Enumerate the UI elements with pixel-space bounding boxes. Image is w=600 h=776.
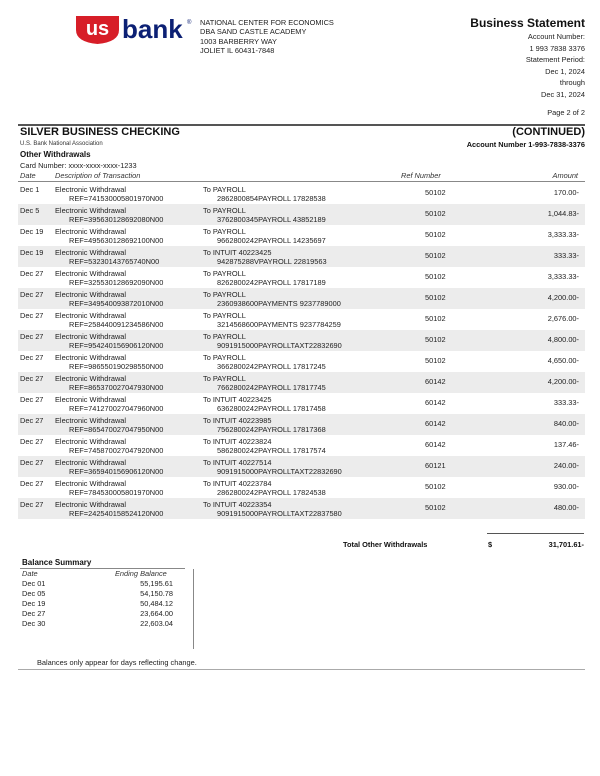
row-date: Dec 27 <box>20 416 44 425</box>
row-date: Dec 27 <box>20 374 44 383</box>
row-ref-number: 50102 <box>425 314 446 323</box>
row-payee: To PAYROLL <box>203 206 246 215</box>
row-date: Dec 1 <box>20 185 40 194</box>
row-date: Dec 19 <box>20 248 44 257</box>
row-amount: 3,333.33- <box>547 230 579 239</box>
table-row <box>18 393 585 414</box>
row-payee: To PAYROLL <box>203 332 246 341</box>
table-row <box>18 183 585 204</box>
row-ref-code: REF=784530005801970N00 <box>69 488 164 497</box>
row-amount: 3,333.33- <box>547 272 579 281</box>
account-number-line: Account Number 1-993-7838-3376 <box>466 140 585 149</box>
row-description: Electronic Withdrawal <box>55 374 127 383</box>
row-ref-number: 60142 <box>425 398 446 407</box>
row-date: Dec 19 <box>20 227 44 236</box>
logo-bank-text: bank <box>122 14 183 44</box>
customer-dba: DBA SAND CASTLE ACADEMY <box>200 27 307 37</box>
row-ref-number: 50102 <box>425 272 446 281</box>
balance-header-date: Date <box>22 569 38 578</box>
row-payee-detail: 7562800242PAYROLL 17817368 <box>217 425 326 434</box>
balance-date: Dec 30 <box>22 619 46 628</box>
row-payee: To PAYROLL <box>203 290 246 299</box>
row-payee: To INTUIT 40223425 <box>203 248 272 257</box>
account-number-value: 1 993 7838 3376 <box>529 43 585 53</box>
col-header-amount: Amount <box>552 171 578 180</box>
row-description: Electronic Withdrawal <box>55 269 127 278</box>
balance-row <box>22 619 177 629</box>
header-divider <box>18 181 585 182</box>
row-date: Dec 27 <box>20 395 44 404</box>
row-payee: To INTUIT 40223354 <box>203 500 272 509</box>
balance-row <box>22 589 177 599</box>
row-ref-code: REF=741270027047960N00 <box>69 404 164 413</box>
us-bank-logo-mark <box>75 14 195 44</box>
row-payee-detail: 3762800345PAYROLL 43852189 <box>217 215 326 224</box>
customer-name: NATIONAL CENTER FOR ECONOMICS <box>200 18 334 27</box>
bank-legal-name: U.S. Bank National Association <box>20 141 103 147</box>
balance-row <box>22 599 177 609</box>
customer-street: 1003 BARBERRY WAY <box>200 36 277 46</box>
row-payee-detail: 9662800242PAYROLL 14235697 <box>217 236 326 245</box>
balance-note: Balances only appear for days reflecting change. <box>37 658 197 667</box>
row-payee-detail: 9091915000PAYROLLTAXT22832690 <box>217 341 342 350</box>
table-row <box>18 267 585 288</box>
row-payee-detail: 8262800242PAYROLL 17817189 <box>217 278 326 287</box>
row-amount: 137.46- <box>553 440 579 449</box>
balance-summary-title: Balance Summary <box>22 558 92 567</box>
row-ref-number: 50102 <box>425 293 446 302</box>
row-payee: To INTUIT 40223425 <box>203 395 272 404</box>
balance-row <box>22 609 177 619</box>
statement-period-start: Dec 1, 2024 <box>545 66 585 76</box>
row-amount: 840.00- <box>553 419 579 428</box>
row-ref-number: 60121 <box>425 461 446 470</box>
row-amount: 480.00- <box>553 503 579 512</box>
col-header-ref: Ref Number <box>401 171 441 180</box>
balance-amount: 22,603.04 <box>140 619 173 628</box>
row-ref-number: 50102 <box>425 482 446 491</box>
row-payee: To INTUIT 40223985 <box>203 416 272 425</box>
row-description: Electronic Withdrawal <box>55 290 127 299</box>
balance-date: Dec 19 <box>22 599 46 608</box>
row-date: Dec 27 <box>20 269 44 278</box>
row-ref-code: REF=741530005801970N00 <box>69 194 164 203</box>
row-description: Electronic Withdrawal <box>55 479 127 488</box>
row-description: Electronic Withdrawal <box>55 332 127 341</box>
row-payee: To INTUIT 40223784 <box>203 479 272 488</box>
logo-us-text: us <box>85 18 110 40</box>
row-ref-number: 50102 <box>425 188 446 197</box>
row-date: Dec 27 <box>20 479 44 488</box>
row-amount: 1,044.83- <box>547 209 579 218</box>
continued-label: (CONTINUED) <box>512 126 585 138</box>
logo-registered-mark: ® <box>187 20 192 26</box>
total-label: Total Other Withdrawals <box>343 540 428 549</box>
row-date: Dec 27 <box>20 500 44 509</box>
row-payee: To PAYROLL <box>203 227 246 236</box>
table-row <box>18 372 585 393</box>
row-ref-code: REF=954240156906120N00 <box>69 341 164 350</box>
row-ref-code: REF=258440091234586N00 <box>69 320 164 329</box>
row-description: Electronic Withdrawal <box>55 500 127 509</box>
row-date: Dec 27 <box>20 353 44 362</box>
row-ref-code: REF=365940156906120N00 <box>69 467 164 476</box>
row-payee-detail: 6362800242PAYROLL 17817458 <box>217 404 326 413</box>
account-title: SILVER BUSINESS CHECKING <box>20 126 180 138</box>
balance-amount: 54,150.78 <box>140 589 173 598</box>
table-row <box>18 477 585 498</box>
row-amount: 2,676.00- <box>547 314 579 323</box>
row-ref-number: 50102 <box>425 230 446 239</box>
table-row <box>18 351 585 372</box>
row-ref-code: REF=325530128692090N00 <box>69 278 164 287</box>
row-amount: 333.33- <box>553 251 579 260</box>
statement-period-through: through <box>559 78 585 88</box>
row-date: Dec 27 <box>20 458 44 467</box>
row-ref-code: REF=865370027047930N00 <box>69 383 164 392</box>
row-date: Dec 27 <box>20 311 44 320</box>
row-payee: To INTUIT 40223824 <box>203 437 272 446</box>
row-payee-detail: 5862800242PAYROLL 17817574 <box>217 446 326 455</box>
card-number: Card Number: xxxx-xxxx-xxxx-1233 <box>20 161 137 170</box>
row-ref-number: 60142 <box>425 440 446 449</box>
row-date: Dec 27 <box>20 332 44 341</box>
row-amount: 4,200.00- <box>547 293 579 302</box>
table-row <box>18 435 585 456</box>
row-date: Dec 5 <box>20 206 40 215</box>
balance-date: Dec 05 <box>22 589 46 598</box>
table-row <box>18 225 585 246</box>
row-description: Electronic Withdrawal <box>55 353 127 362</box>
total-currency: $ <box>488 540 493 549</box>
balance-vertical-rule <box>193 569 194 649</box>
col-header-description: Description of Transaction <box>55 171 141 180</box>
row-ref-code: REF=242540158524120N00 <box>69 509 164 518</box>
row-description: Electronic Withdrawal <box>55 416 127 425</box>
customer-city: JOLIET IL 60431-7848 <box>200 45 275 55</box>
us-bank-logo <box>75 14 195 44</box>
row-payee-detail: 9091915000PAYROLLTAXT22837580 <box>217 509 342 518</box>
row-description: Electronic Withdrawal <box>55 311 127 320</box>
customer-address <box>200 18 334 55</box>
table-row <box>18 246 585 267</box>
balance-header-ending: Ending Balance <box>115 569 167 578</box>
row-payee-detail: 2360938600PAYMENTS 9237789000 <box>217 299 341 308</box>
row-payee: To PAYROLL <box>203 269 246 278</box>
statement-period-end: Dec 31, 2024 <box>541 89 585 99</box>
row-date: Dec 27 <box>20 437 44 446</box>
row-amount: 333.33- <box>553 398 579 407</box>
account-number-label: Account Number: <box>527 32 585 41</box>
row-ref-number: 50102 <box>425 209 446 218</box>
total-rule <box>487 533 584 534</box>
table-row <box>18 288 585 309</box>
row-ref-number: 50102 <box>425 503 446 512</box>
row-payee-detail: 7662800242PAYROLL 17817745 <box>217 383 326 392</box>
row-payee-detail: 942875288VPAYROLL 22819563 <box>217 257 327 266</box>
table-row <box>18 456 585 477</box>
balance-amount: 55,195.61 <box>140 579 173 588</box>
row-amount: 4,800.00- <box>547 335 579 344</box>
page-number: Page 2 of 2 <box>547 108 585 117</box>
row-payee: To INTUIT 40227514 <box>203 458 272 467</box>
row-ref-number: 60142 <box>425 419 446 428</box>
row-description: Electronic Withdrawal <box>55 458 127 467</box>
balance-date: Dec 27 <box>22 609 46 618</box>
statement-title: Business Statement <box>470 16 585 30</box>
row-ref-code: REF=865470027047950N00 <box>69 425 164 434</box>
row-payee-detail: 2862800854PAYROLL 17828538 <box>217 194 326 203</box>
row-amount: 4,200.00- <box>547 377 579 386</box>
table-row <box>18 309 585 330</box>
row-payee: To PAYROLL <box>203 311 246 320</box>
balance-amount: 23,664.00 <box>140 609 173 618</box>
row-description: Electronic Withdrawal <box>55 395 127 404</box>
row-date: Dec 27 <box>20 290 44 299</box>
row-ref-code: REF=495630128692100N00 <box>69 236 164 245</box>
col-header-date: Date <box>20 171 36 180</box>
row-amount: 930.00- <box>553 482 579 491</box>
row-ref-code: REF=53230143765740N00 <box>69 257 160 266</box>
row-payee-detail: 2862800242PAYROLL 17824538 <box>217 488 326 497</box>
row-ref-number: 50102 <box>425 356 446 365</box>
row-ref-code: REF=745870027047920N00 <box>69 446 164 455</box>
row-ref-code: REF=395630128692080N00 <box>69 215 164 224</box>
balance-amount: 50,484.12 <box>140 599 173 608</box>
row-amount: 4,650.00- <box>547 356 579 365</box>
row-payee: To PAYROLL <box>203 185 246 194</box>
statement-period-label: Statement Period: <box>525 55 585 65</box>
total-amount: 31,701.61- <box>548 540 584 549</box>
row-description: Electronic Withdrawal <box>55 185 127 194</box>
row-ref-number: 50102 <box>425 251 446 260</box>
row-description: Electronic Withdrawal <box>55 206 127 215</box>
row-ref-number: 50102 <box>425 335 446 344</box>
row-payee-detail: 9091915000PAYROLLTAXT22832690 <box>217 467 342 476</box>
row-ref-code: REF=986550190298550N00 <box>69 362 164 371</box>
row-description: Electronic Withdrawal <box>55 437 127 446</box>
table-row <box>18 414 585 435</box>
table-row <box>18 498 585 519</box>
row-amount: 170.00- <box>553 188 579 197</box>
row-payee-detail: 3214568600PAYMENTS 9237784259 <box>217 320 341 329</box>
table-row <box>18 330 585 351</box>
row-payee: To PAYROLL <box>203 353 246 362</box>
row-payee-detail: 3662800242PAYROLL 17817245 <box>217 362 326 371</box>
row-payee: To PAYROLL <box>203 374 246 383</box>
withdrawals-title: Other Withdrawals <box>20 150 91 159</box>
statement-info <box>470 15 585 101</box>
row-ref-number: 60142 <box>425 377 446 386</box>
footer-rule <box>18 669 585 670</box>
row-description: Electronic Withdrawal <box>55 248 127 257</box>
table-row <box>18 204 585 225</box>
balance-date: Dec 01 <box>22 579 46 588</box>
balance-row <box>22 579 177 589</box>
row-amount: 240.00- <box>553 461 579 470</box>
row-description: Electronic Withdrawal <box>55 227 127 236</box>
row-ref-code: REF=349540093872010N00 <box>69 299 164 308</box>
